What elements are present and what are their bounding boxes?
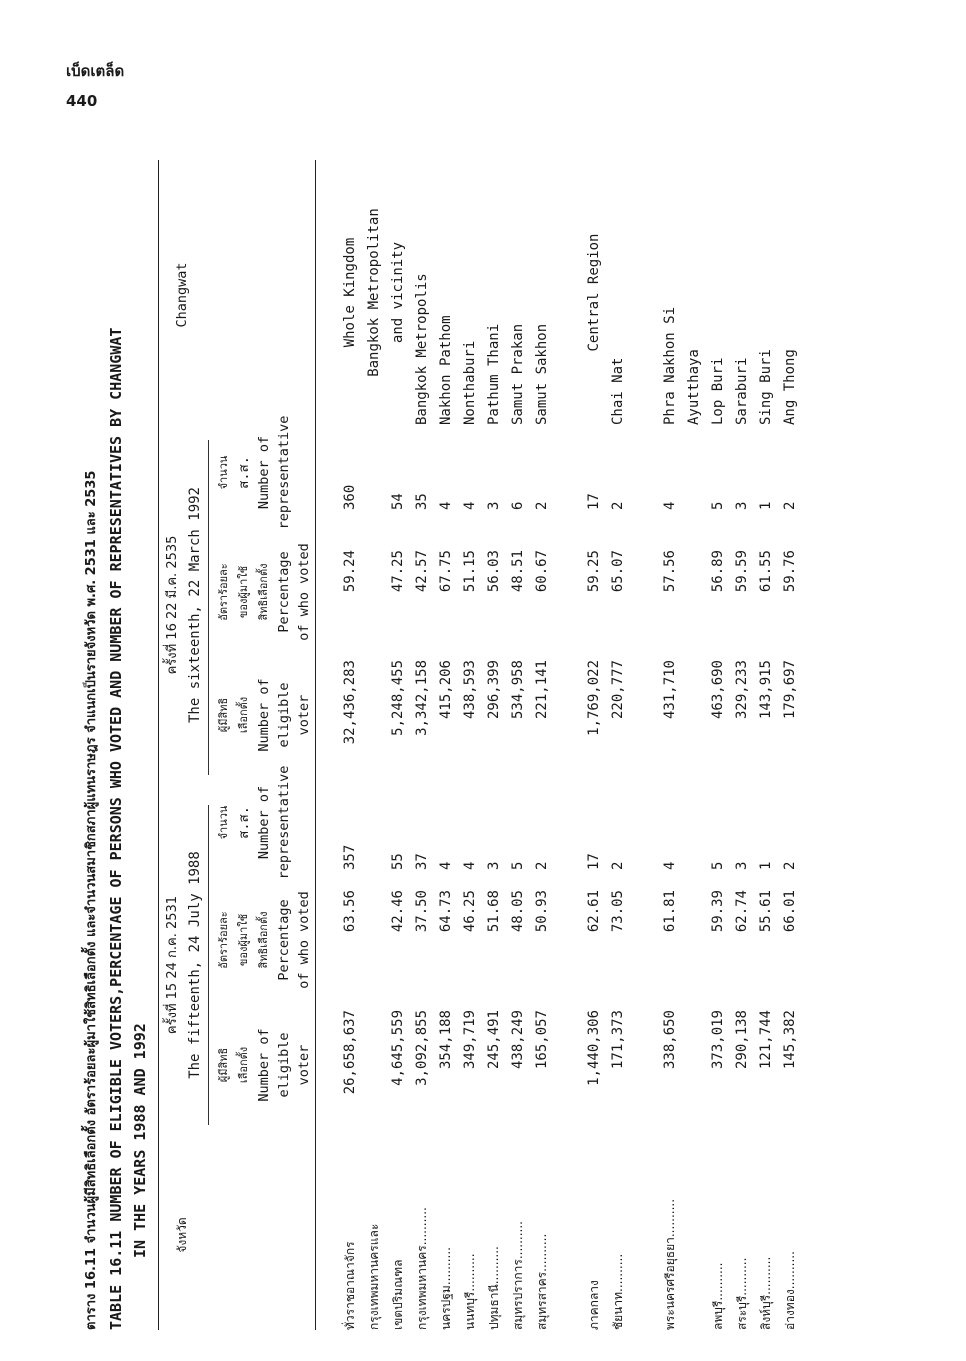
table-row — [458, 160, 482, 1330]
changwat-english-cell: Samut Sakhon — [534, 323, 550, 425]
eligible-1992-cell: 32,436,283 — [342, 660, 358, 745]
representatives-1988-cell: 3 — [734, 861, 750, 870]
eligible-1992-cell: 329,233 — [734, 660, 750, 720]
representatives-1992-cell: 2 — [782, 501, 798, 510]
eligible-1988-cell: 3,092,855 — [414, 1010, 430, 1086]
top-rule — [158, 160, 159, 1330]
representatives-1992-cell: 5 — [710, 501, 726, 510]
percentage-1988-cell: 63.56 — [342, 890, 358, 933]
percentage-1992-cell: 57.56 — [662, 550, 678, 593]
representatives-1988-cell: 4 — [662, 861, 678, 870]
changwat-thai-cell: สมุทรปราการ.......... — [511, 1221, 525, 1330]
percentage-1992-cell: 47.25 — [390, 550, 406, 593]
caption-english-cont: IN THE YEARS 1988 AND 1992 — [131, 1023, 149, 1258]
hdr-line: อัตราร้อยละ — [217, 563, 230, 621]
percentage-1988-header — [214, 880, 314, 1000]
percentage-1992-cell: 59.24 — [342, 550, 358, 593]
changwat-english-cell: Ayutthaya — [686, 349, 702, 425]
changwat-english-cell: Central Region — [586, 233, 602, 352]
percentage-1988-cell: 42.46 — [390, 890, 406, 933]
hdr-line: เลือกตั้ง — [237, 696, 250, 734]
percentage-1988-cell: 66.01 — [782, 890, 798, 933]
percentage-1992-cell: 42.57 — [414, 550, 430, 593]
representatives-1988-cell: 3 — [486, 861, 502, 870]
changwat-thai-cell: สิงห์บุรี.......... — [759, 1256, 773, 1330]
table-row — [362, 160, 386, 1330]
hdr-line: of who voted — [296, 543, 312, 641]
table-row — [338, 160, 362, 1330]
hdr-line: representative — [276, 765, 292, 880]
page-number: 440 — [66, 92, 98, 110]
representatives-1992-cell: 3 — [486, 501, 502, 510]
percentage-1992-cell: 59.25 — [586, 550, 602, 593]
percentage-1992-cell: 59.76 — [782, 550, 798, 593]
changwat-english-header: Changwat — [174, 262, 190, 328]
eligible-1988-cell: 1,440,306 — [586, 1010, 602, 1086]
percentage-1992-cell: 59.59 — [734, 550, 750, 593]
hdr-line: อัตราร้อยละ — [217, 911, 230, 969]
eligible-1992-cell: 438,593 — [462, 660, 478, 720]
hdr-line: Number of — [256, 435, 272, 510]
table-row — [582, 160, 606, 1330]
representatives-1992-cell: 54 — [390, 493, 406, 510]
changwat-thai-cell: อ่างทอง.......... — [783, 1251, 797, 1330]
hdr-line: จำนวน — [217, 455, 230, 490]
hdr-line: ของผู้มาใช้ — [237, 565, 250, 619]
group-1992-english: The sixteenth, 22 March 1992 — [187, 487, 203, 724]
hdr-line: Number of — [256, 678, 272, 752]
hdr-line: representative — [276, 415, 292, 530]
changwat-thai-cell: พระนครศรีอยุธยา.......... — [663, 1198, 677, 1330]
percentage-1988-cell: 46.25 — [462, 890, 478, 933]
changwat-english-cell: Ang Thong — [782, 349, 798, 425]
representatives-1988-cell: 2 — [782, 861, 798, 870]
percentage-1992-cell: 56.89 — [710, 550, 726, 593]
eligible-1992-cell: 431,710 — [662, 660, 678, 720]
table-row — [434, 160, 458, 1330]
eligible-1992-cell: 221,141 — [534, 660, 550, 720]
representatives-1988-cell: 4 — [438, 861, 454, 870]
eligible-1988-cell: 354,188 — [438, 1010, 454, 1070]
percentage-1992-cell: 51.15 — [462, 550, 478, 593]
changwat-thai-cell: ปทุมธานี.......... — [487, 1246, 501, 1330]
header-rule — [315, 160, 316, 1330]
percentage-1992-cell: 65.07 — [610, 550, 626, 593]
changwat-thai-cell: กรุงเทพมหานคร.......... — [415, 1207, 429, 1330]
representatives-1988-cell: 5 — [710, 861, 726, 870]
percentage-1992-header — [214, 532, 314, 652]
representatives-1988-cell: 1 — [758, 861, 774, 870]
table-row — [410, 160, 434, 1330]
percentage-1992-cell: 67.75 — [438, 550, 454, 593]
changwat-thai-cell: สระบุรี.......... — [735, 1257, 749, 1330]
hdr-line: of who voted — [296, 891, 312, 989]
eligible-1988-header — [214, 1010, 314, 1120]
changwat-thai-cell: เขตปริมณฑล — [391, 1259, 405, 1330]
representatives-1988-cell: 55 — [390, 853, 406, 870]
changwat-english-cell: Lop Buri — [710, 357, 726, 425]
eligible-1988-cell: 290,138 — [734, 1010, 750, 1070]
table-row — [706, 160, 730, 1330]
changwat-thai-header: จังหวัด — [175, 1217, 189, 1253]
table-row — [482, 160, 506, 1330]
hdr-line: ผู้มีสิทธิ — [217, 1047, 230, 1083]
changwat-thai-cell: ชัยนาท.......... — [611, 1253, 625, 1330]
representatives-1992-cell: 4 — [662, 501, 678, 510]
group-1988-header — [162, 815, 206, 1115]
group-1988-rule — [208, 805, 209, 1125]
table-row — [606, 160, 630, 1330]
eligible-1988-cell: 171,373 — [610, 1010, 626, 1070]
group-1992-rule — [208, 440, 209, 775]
hdr-line: voter — [296, 1044, 312, 1086]
section-title: เบ็ดเตล็ด — [66, 62, 125, 80]
changwat-english-cell: Phra Nakhon Si — [662, 306, 678, 425]
changwat-english-cell: Chai Nat — [610, 357, 626, 425]
representatives-1992-cell: 3 — [734, 501, 750, 510]
eligible-1988-cell: 349,719 — [462, 1010, 478, 1070]
eligible-1992-cell: 463,690 — [710, 660, 726, 720]
table-row — [682, 160, 706, 1330]
changwat-english-cell: Bangkok Metropolitan — [366, 208, 382, 377]
group-1988-english: The fifteenth, 24 July 1988 — [187, 851, 203, 1079]
eligible-1988-cell: 165,057 — [534, 1010, 550, 1070]
representatives-1988-cell: 357 — [342, 844, 358, 870]
eligible-1992-cell: 179,697 — [782, 660, 798, 720]
hdr-line: voter — [296, 694, 312, 736]
eligible-1992-cell: 415,206 — [438, 660, 454, 720]
representatives-1988-cell: 4 — [462, 861, 478, 870]
eligible-1992-cell: 296,399 — [486, 660, 502, 720]
changwat-english-cell: Sing Buri — [758, 349, 774, 425]
changwat-thai-cell: กรุงเทพมหานครและ — [367, 1223, 381, 1330]
caption-english: TABLE 16.11 NUMBER OF ELIGIBLE VOTERS,PERCENTAGE OF PERSONS WHO VOTED AND NUMBER OF REPRESENTATIVES BY CHANGWAT — [107, 327, 125, 1330]
page-header — [66, 56, 124, 116]
table-row — [386, 160, 410, 1330]
changwat-english-cell: Nonthaburi — [462, 340, 478, 425]
group-1988-thai: ครั้งที่ 15 24 ก.ค. 2531 — [165, 895, 180, 1035]
percentage-1988-cell: 64.73 — [438, 890, 454, 933]
hdr-line: ผู้มีสิทธิ — [217, 697, 230, 733]
group-1992-thai: ครั้งที่ 16 22 มี.ค. 2535 — [165, 535, 180, 675]
rotated-table-page — [80, 130, 880, 1330]
group-1992-header — [162, 440, 206, 770]
representatives-1992-cell: 2 — [534, 501, 550, 510]
changwat-english-cell: Whole Kingdom — [342, 237, 358, 348]
percentage-1988-cell: 62.61 — [586, 890, 602, 933]
representatives-1988-cell: 2 — [534, 861, 550, 870]
representatives-1988-header — [214, 760, 294, 885]
changwat-thai-cell: ลพบุรี.......... — [711, 1262, 725, 1330]
table-row — [730, 160, 754, 1330]
percentage-1992-cell: 56.03 — [486, 550, 502, 593]
hdr-line: เลือกตั้ง — [237, 1046, 250, 1084]
hdr-line: จำนวน — [217, 805, 230, 840]
eligible-1988-cell: 26,658,637 — [342, 1010, 358, 1095]
representatives-1992-cell: 4 — [462, 501, 478, 510]
changwat-thai-cell: ภาคกลาง — [587, 1280, 601, 1330]
percentage-1992-cell: 60.67 — [534, 550, 550, 593]
representatives-1992-header — [214, 410, 294, 535]
hdr-line: eligible — [276, 1032, 292, 1098]
representatives-1992-cell: 6 — [510, 501, 526, 510]
percentage-1988-cell: 48.05 — [510, 890, 526, 933]
percentage-1988-cell: 50.93 — [534, 890, 550, 933]
representatives-1988-cell: 2 — [610, 861, 626, 870]
percentage-1988-cell: 61.81 — [662, 890, 678, 933]
eligible-1988-cell: 121,744 — [758, 1010, 774, 1070]
hdr-line: สิทธิเลือกตั้ง — [257, 911, 270, 969]
changwat-thai-cell: นครปฐม.......... — [439, 1247, 453, 1330]
percentage-1988-cell: 59.39 — [710, 890, 726, 933]
eligible-1988-cell: 438,249 — [510, 1010, 526, 1070]
hdr-line: สิทธิเลือกตั้ง — [257, 563, 270, 621]
hdr-line: Percentage — [276, 899, 292, 981]
representatives-1988-cell: 5 — [510, 861, 526, 870]
hdr-line: ส.ส. — [236, 806, 252, 839]
hdr-line: Number of — [256, 785, 272, 860]
changwat-english-cell: Nakhon Pathom — [438, 315, 454, 425]
eligible-1988-cell: 338,650 — [662, 1010, 678, 1070]
eligible-1992-cell: 3,342,158 — [414, 660, 430, 736]
hdr-line: Number of — [256, 1028, 272, 1102]
representatives-1992-cell: 35 — [414, 493, 430, 510]
table-row — [754, 160, 778, 1330]
hdr-line: eligible — [276, 682, 292, 748]
hdr-line: ส.ส. — [236, 456, 252, 489]
changwat-english-cell: and vicinity — [390, 241, 406, 344]
hdr-line: Percentage — [276, 551, 292, 633]
representatives-1992-cell: 2 — [610, 501, 626, 510]
eligible-1988-cell: 245,491 — [486, 1010, 502, 1070]
table-row — [506, 160, 530, 1330]
percentage-1992-cell: 48.51 — [510, 550, 526, 593]
eligible-1988-cell: 373,019 — [710, 1010, 726, 1070]
changwat-thai-cell: นนทบุรี.......... — [463, 1253, 477, 1330]
eligible-1992-cell: 143,915 — [758, 660, 774, 720]
representatives-1988-cell: 17 — [586, 853, 602, 870]
changwat-thai-cell: สมุทรสาคร.......... — [535, 1233, 549, 1330]
representatives-1992-cell: 1 — [758, 501, 774, 510]
eligible-1992-cell: 1,769,022 — [586, 660, 602, 736]
table-row — [778, 160, 802, 1330]
table-row — [658, 160, 682, 1330]
percentage-1988-cell: 62.74 — [734, 890, 750, 933]
changwat-english-cell: Samut Prakan — [510, 323, 526, 425]
representatives-1992-cell: 17 — [586, 493, 602, 510]
table-row — [530, 160, 554, 1330]
caption-thai: ตาราง 16.11 จำนวนผู้มีสิทธิเลือกตั้ง อัตราร้อยละผู้มาใช้สิทธิเลือกตั้ง และจำนวนสมาชิกสภาผู้แทนราษฎร จำแนกเป็นรายจังหวัด พ.ศ. 2531 และ 2535 — [84, 470, 99, 1330]
percentage-1992-cell: 61.55 — [758, 550, 774, 593]
representatives-1992-cell: 4 — [438, 501, 454, 510]
changwat-english-cell: Saraburi — [734, 357, 750, 425]
representatives-1988-cell: 37 — [414, 853, 430, 870]
changwat-thai-cell: ทั่วราชอาณาจักร — [343, 1241, 357, 1330]
eligible-1992-cell: 220,777 — [610, 660, 626, 720]
eligible-1988-cell: 4,645,559 — [390, 1010, 406, 1086]
percentage-1988-cell: 51.68 — [486, 890, 502, 933]
eligible-1992-cell: 534,958 — [510, 660, 526, 720]
eligible-1992-cell: 5,248,455 — [390, 660, 406, 736]
changwat-english-cell: Bangkok Metropolis — [414, 273, 430, 425]
representatives-1992-cell: 360 — [342, 484, 358, 510]
percentage-1988-cell: 55.61 — [758, 890, 774, 933]
hdr-line: ของผู้มาใช้ — [237, 913, 250, 967]
percentage-1988-cell: 73.05 — [610, 890, 626, 933]
changwat-english-cell: Pathum Thani — [486, 323, 502, 425]
percentage-1988-cell: 37.50 — [414, 890, 430, 933]
table-caption — [80, 328, 152, 1330]
eligible-1992-header — [214, 660, 314, 770]
eligible-1988-cell: 145,382 — [782, 1010, 798, 1070]
